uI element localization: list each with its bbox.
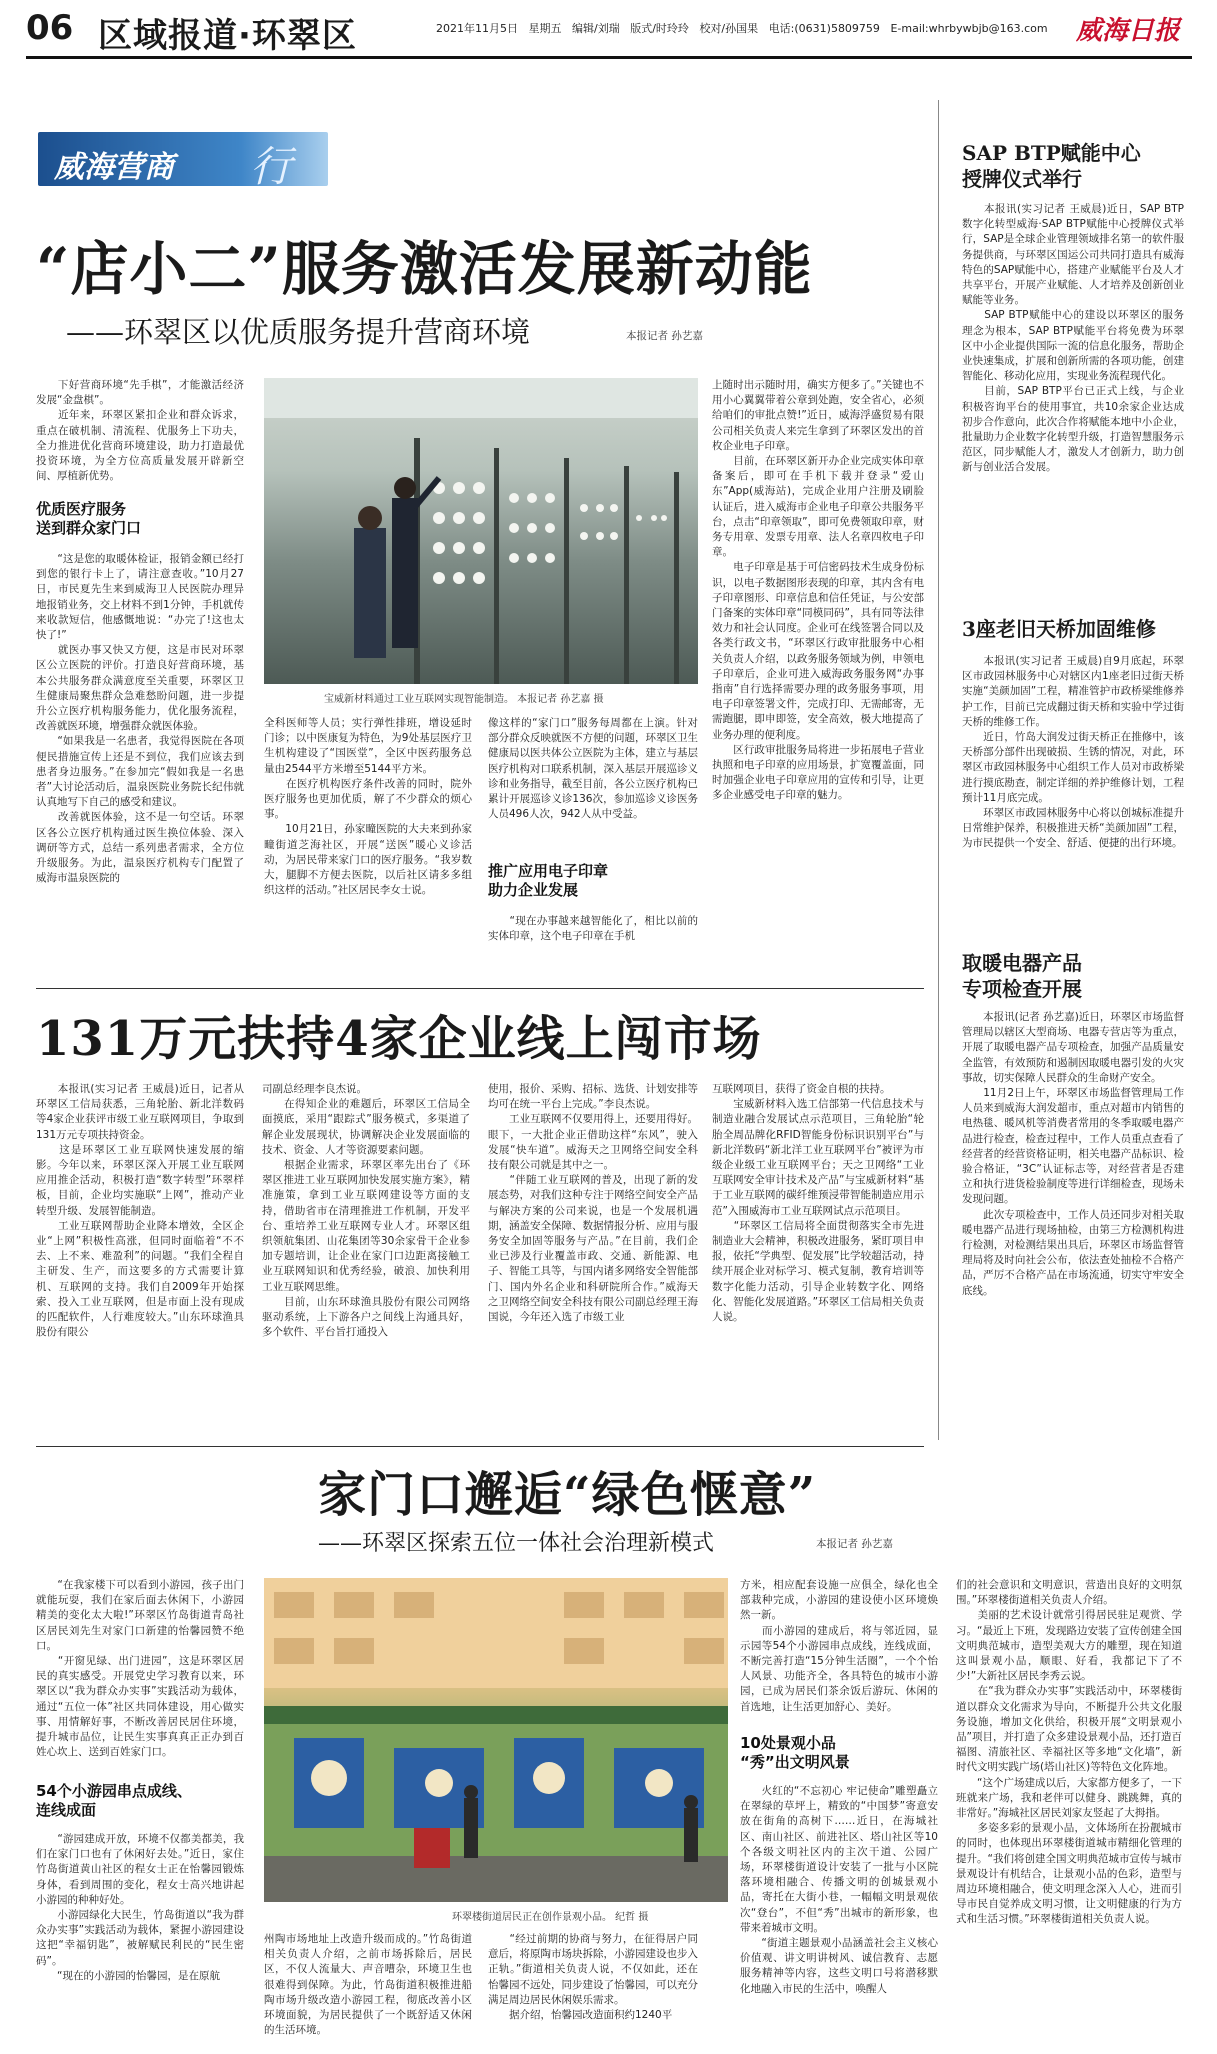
sidebar-item2-title: 3座老旧天桥加固维修 bbox=[962, 617, 1156, 641]
article1-title: “店小二”服务激活发展新动能 bbox=[36, 235, 813, 303]
factory-photo bbox=[264, 378, 698, 684]
article1-col4: 上随时出示随时用，确实方便多了。”关键也不用小心翼翼带着公章到处跑，安全省心，必须给咱们的审批点赞!”近日，威海浮盛贸易有限公司相关负责人来完生拿到了环翠区发出的首枚企业电子印章。 目前，在环翠区新开办企业完成实体印章备案后，即可在手机下载并登录“爱山东”App(威海站)，完成企业用户注册及刷脸认证后，进入威海市企业电子印章公共服务平台，点击“印章领取”，即可免费领取印章，财务专用章、发票专用章、法人名章四枚电子印章。 电子印章是基于可信密码技术生成身份标识，以电子数据图形表现的印章，其内含有电子印章图形、印章信息和信任凭证，与公安部门备案的实体印章“同模同码”，具有同等法律效力和社会认同度。企业可在线签署合同以及各类行政文书，“环翠区行政审批服务中心相关负责人介绍，以政务服务领域为例，申领电子印章后，企业可进入威海政务服务网“办事指南”自行选择需要办理的政务服务事项，用电子印章签署文件，完成打印、无需邮寄，无需跑腿，即申即签，安全高效，极大地提高了业务办理的便利度。 区行政审批服务局将进一步拓展电子营业执照和电子印章的应用场景，扩宽覆盖面，同时加强企业电子印章应用的宣传和引导，让更多企业感受电子印章的魅力。 bbox=[712, 379, 924, 802]
factory-photo-art bbox=[264, 378, 698, 684]
sidebar-divider bbox=[938, 100, 939, 1440]
header-rule bbox=[26, 56, 1192, 59]
page-number: 06 bbox=[26, 8, 74, 48]
sidebar-item1-body: 本报讯(实习记者 王威晨)近日，SAP BTP数字化转型威海·SAP BTP赋能中心授牌仪式举行，SAP是全球企业管理领域排名第一的软件服务提供商，与环翠区国运公司共同打造具有威海特色的SAP赋能中心，搭建产业赋能平台及人才共享平台，开展产业赋能、人才培养及创新创业赋能等业务。 SAP BTP赋能中心的建设以环翠区的服务理念为根本，SAP BTP赋能平台将免费为环翠区中小企业提供国际一流的信息化服务，帮助企业快速集成，扩展和创新所需的各项功能，创建智能化、移动化应用，实现业务流程现代化。 目前，SAP BTP平台已正式上线，与企业积极咨询平台的使用事宜，共10余家企业达成初步合作意向，此次合作将赋能本地中小企业，批量助力企业数字化转型升级，打造智慧服务示范区，同步赋能人才，激发人才创新力，助力创新与创业活合发展。 bbox=[962, 203, 1184, 474]
article3-byline: 本报记者 孙艺嘉 bbox=[816, 1538, 893, 1550]
section-title: 区域报道·环翠区 bbox=[98, 16, 357, 56]
banner-label: 威海营商 bbox=[54, 150, 174, 185]
proofreader: 校对/孙国果 bbox=[699, 22, 759, 35]
article3-col4-body: 火红的“不忘初心 牢记使命”雕塑矗立在翠绿的草坪上，精致的“中国梦”寄意安放在街角的高树下……近日，在海城社区、南山社区、前进社区、塔山社区等10个各级文明社区内的主次干道、公园广场，环翠楼街道设计安装了一批与小区院落环境相融合、传播文明的创城景观小品，寄托在大街小巷，一幅幅文明景观依次“登台”，不但“秀”出城市的新形象，也带来着城市文明。 “街道主题景观小品涵盖社会主义核心价值观、讲文明讲树风、诚信教育、志愿服务精神等内容，这些文明口号将潜移默化地融入市民的生活中，唤醒人 bbox=[740, 1785, 938, 1995]
article1-col2-bottom: 全科医师等人员；实行弹性排班，增设延时门诊；以中医康复为特色，为9处基层医疗卫生机构建设了“国医堂”，全区中医药服务总量由2544平方米增至5144平方米。 在医疗机构医疗条件改善的同时，院外医疗服务也更加优质，解了不少群众的烦心事。 10月21日，孙家疃医院的大夫来到孙家疃街道芝海社区，开展“送医”暖心义诊活动，为居民带来家门口的医疗服务。“我岁数大，腿脚不方便去医院，以后社区请多多组织这样的活动。”社区居民李女士说。 bbox=[264, 717, 472, 897]
article1-col1-body: “这是您的取暖体检证，报销金额已经打到您的银行卡上了，请注意查收。”10月27日，市民夏先生来到威海卫人民医院办理异地报销业务，交上材料不到1分钟，手机就传来收款短信，他感慨地说：“办完了!这也太快了!” 就医办事又快又方便，这是市民对环翠区公立医院的评价。打造良好营商环境，基本公共服务群众满意度至关重要，环翠区卫生健康局聚焦群众急难愁盼问题，进一步提升公立医疗机构服务能力，优化服务流程，改善就医环境，增强群众就医体验。 “如果我是一名患者，我觉得医院在各项便民措施宣传上还是不到位，我们应该去到患者身边服务。”在参加完“假如我是一名患者”大讨论活动后，温泉医院业务院长纪伟就认真地写下自己的感受和建议。 改善就医体验，这不是一句空话。环翠区各公立医疗机构通过医生换位体验、深入调研等方式，总结一系列患者需求，全方位升级服务。为此，温泉医疗机构专门配置了威海市温泉医院的 bbox=[36, 553, 244, 885]
article2-col1: 本报讯(实习记者 王威晨)近日，记者从环翠区工信局获悉，三角轮胎、新北洋数码等4家企业获评市级工业互联网项目，争取到131万元专项扶持资金。 这是环翠区工业互联网快速发展的缩影。今年以来，环翠区深入开展工业互联网应用推企活动，积极打造“数字转型”环翠样板，目前，企业均实施联“上网”，推动产业转型升级、发展智能制造。 工业互联网帮助企业降本增效，全区企业“上网”积极性高涨，但同时面临着“不不去、上不来、难盈利”的问题。“我们全程自主研发、生产，而这要多的方式需要计算机、互联网的支持。我们自2009年开始探索、投入工业互联网，但是市面上没有现成的匹配软件，人行难度较大。”山东环球渔具股份有限公 bbox=[36, 1083, 244, 1339]
article3-col1-intro: “在我家楼下可以看到小游园，孩子出门就能玩耍，我们在家后面去休闲下，小游园精美的变化太大啦!”环翠区竹岛街道青岛社区居民刘先生对家门口新建的怡馨园赞不绝口。 “开窗见绿、出门进园”，这是环翠区居民的真实感受。开展党史学习教育以来，环翠区以“我为群众办实事”实践活动为载体，通过“五位一体”社区共同体建设，用心做实事、用情解好事，不断改善居民居住环境，提升城市品位，让民生实事真真正正办到百姓心坎上、送到百姓家门口。 bbox=[36, 1579, 244, 1759]
article3-col5: 们的社会意识和文明意识，营造出良好的文明氛围。”环翠楼街道相关负责人介绍。 美丽的艺术设计就常引得居民驻足观赏、学习。“最近上下班，发现路边安装了宣传创建全国文明典范城市，造型美观大方的雕塑，现在知道这叫景观小品，顺眼、好看，我都记下了不少!”大新社区居民李秀云说。 在“我为群众办实事”实践活动中，环翠楼街道以群众文化需求为导向，不断提升公共文化服务设施，增加文化供给，积极开展“文明景观小品”项目，并打造了众多建设景观小品，还打造百福图、清旅社区、幸福社区等多地“文化墙”，新时代文明实践广场(塔山社区)等特色文化阵地。 “这个广场建成以后，大家都方便多了，一下班就来广场，我和老伴可以健身、跳跳舞，真的非常好。”海城社区居民刘家友竖起了大拇指。 多姿多彩的景观小品，文体场所在扮靓城市的同时，也体现出环翠楼街道城市精细化管理的提升。“我们将创建全国文明典范城市宣传与城市景观设计有机结合，让景观小品的色彩，造型与周边环境相融合，使文明理念深入人心，进而引导市民自觉养成文明习惯，让文明健康的行为方式和生活习惯。”环翠楼街道相关负责人说。 bbox=[956, 1579, 1182, 1926]
article1-col1-intro: 下好营商环境“先手棋”，才能激活经济发展“金盘棋”。 近年来，环翠区紧扣企业和群众诉求，重点在破机制、清流程、优服务上下功夫，全力推进优化营商环境建设，助力打造最优投资环境，为全方位高质量发展开辟新空间、厚植新优势。 bbox=[36, 379, 244, 483]
article2-col3: 使用，报价、采购、招标、选货、计划安排等均可在统一平台上完成。”李良杰说。 工业互联网不仅要用得上，还要用得好。眼下，一大批企业正借助这样“东风”，驶入发展“快车道”。威海天之卫网络空间安全科技有限公司就是其中之一。 “伴随工业互联网的普及，出现了新的发展态势，对我们这种专注于网络空间安全产品与解决方案的公司来说，也是一个发展机遇期，涵盖安全保障、数据情报分析、应用与服务安全加固等服务与产品。”在目前，我们企业已涉及行业覆盖市政、交通、新能源、电子、智能工具等，与国内诸多网络安全智能部门、国内外名企业和科研院所合作。”威海天之卫网络空间安全科技有限公司副总经理王海国说，今年还入选了市级工业 bbox=[488, 1083, 698, 1324]
community-mural-photo bbox=[264, 1578, 728, 1902]
editor: 编辑/刘瑞 bbox=[572, 22, 620, 35]
community-mural-art bbox=[264, 1578, 728, 1902]
article3-col1-subhead: 54个小游园串点成线、 连线成面 bbox=[36, 1782, 192, 1819]
article2-title: 131万元扶持4家企业线上闯市场 bbox=[36, 1011, 762, 1067]
article1-col3-bottom: 像这样的“家门口”服务每周都在上演。针对部分群众反映就医不方便的问题，环翠区卫生健康局以医共体公立医院为主体，建立与基层医疗机构对口联系机制，深入基层开展巡诊义诊和业务指导，截至目前，各公立医疗机构已累计开展巡诊义诊136次，参加巡诊义诊医务人员496人次，942人从中受益。 bbox=[488, 717, 698, 821]
article1-subtitle: ——环翠区以优质服务提升营商环境 bbox=[66, 315, 531, 349]
divider-1 bbox=[36, 988, 924, 989]
article3-col4-top: 方米，相应配套设施一应俱全，绿化也全部栽种完成，小游园的建设使小区环境焕然一新。 而小游园的建成后，将与邻近园，显示园等54个小游园串点成线，连线成面，不断完善打造“15分钟生活圈”，一个个怡人风景、功能齐全，各具特色的城市小游园，已成为居民们茶余饭后游玩、休闲的首选地，让生活更加舒心、美好。 bbox=[740, 1579, 938, 1713]
article3-col3-bottom: “经过前期的协商与努力，在征得居户同意后，将原陶市场块拆除，小游园建设也步入正轨。”街道相关负责人说，不仅如此，还在怡馨园不远处，同步建设了怡馨园，可以充分满足周边居民休闲娱乐需求。 据介绍，怡馨园改造面积约1240平 bbox=[488, 1933, 698, 2022]
article1-col3-body: “现在办事越来越智能化了，相比以前的实体印章，这个电子印章在手机 bbox=[488, 915, 698, 943]
sidebar-item3-title: 取暖电器产品 专项检查开展 bbox=[962, 951, 1082, 1001]
article3-title: 家门口邂逅“绿色惬意” bbox=[318, 1467, 817, 1523]
factory-photo-caption: 宝威新材料通过工业互联网实现智能制造。 本报记者 孙艺嘉 摄 bbox=[324, 694, 604, 705]
divider-2 bbox=[36, 1446, 924, 1447]
community-photo-caption: 环翠楼街道居民正在创作景观小品。 纪哲 摄 bbox=[452, 1912, 649, 1923]
sidebar-item2-body: 本报讯(实习记者 王威晨)自9月底起，环翠区市政园林服务中心对辖区内1座老旧过街天桥实施“美颜加固”工程，精准管护市政桥梁维修养护工作，目前已完成翻过街天桥和实验中学过街天桥的维修工作。 近日，竹岛大润发过街天桥正在推修中，该天桥部分部件出现破损、生锈的情况，对此，环翠区市政园林服务中心组织工作人员对市政桥梁进行摸底勘查，制定详细的养护维修计划，工程预计11月底完成。 环翠区市政园林服务中心将以创城标准提升日常维护保养，积极推进天桥“美颜加固”工程，为市民提供一个安全、舒适、便捷的出行环境。 bbox=[962, 655, 1184, 850]
phone: 电话:(0631)5809759 bbox=[768, 22, 880, 35]
header-meta bbox=[436, 20, 1048, 36]
sidebar-item3-body: 本报讯(记者 孙艺嘉)近日，环翠区市场监督管理局以辖区大型商场、电器专营店等为重点，开展了取暖电器产品专项检查，加强产品质量安全监管，有效预防和遏制因取暖电器引发的火灾事故，切实保障人民群众的生命财产安全。 11月2日上午，环翠区市场监督管理局工作人员来到威海大润发超市，重点对超市内销售的电热毯、暖风机等消费者常用的冬季取暖电器产品进行检查，检查过程中，工作人员重点查看了经营者的经营资格证明，相关电器产品标识、检验合格证，“3C”认证标志等，对经营者是否建立和执行进货检验制度等进行详细检查，现场未发现问题。 此次专项检查中，工作人员还同步对相关取暖电器产品进行现场抽检，由第三方检测机构进行检测，对检测结果出具后，环翠区市场监督管理局将及时向社会公布，依法查处抽检不合格产品，严厉不合格产品在市场流通，切实守牢安全底线。 bbox=[962, 1011, 1184, 1297]
issue-weekday: 星期五 bbox=[528, 22, 562, 35]
article2-col2: 司副总经理李良杰说。 在得知企业的难题后，环翠区工信局全面摸底，采用“跟踪式”服务模式，多渠道了解企业发展现状，协调解决企业发展面临的技术、资金、人才等资源要素问题。 根据企业需求，环翠区率先出台了《环翠区推进工业互联网加快发展实施方案》，精准施策，拿到工业互联网建设等方面的支持，借助省市在清理推进工作机制，开发平台、重培养工业互联网专业人才。环翠区组织领航集团、山花集团等30余家骨干企业参加专题培训，让企业在家门口边距离接触工业互联网知识和优秀经验，破浪、加快利用工业互联网思维。 目前，山东环球渔具股份有限公司网络驱动系统，上下游各户之间线上沟通具好，多个软件、平台旨打通投入 bbox=[262, 1083, 470, 1339]
article1-col1-subhead: 优质医疗服务 送到群众家门口 bbox=[36, 500, 142, 537]
article3-col2-bottom: 州陶市场地址上改造升级而成的。”竹岛街道相关负责人介绍，之前市场拆除后，居民区，不仅人流量大、声音嘈杂，环境卫生也很难得到保障。为此，竹岛街道积极推进船陶市场升级改造小游园工程，彻底改善小区环境面貌，为居民提供了一个既舒适又休闲的生活环境。 bbox=[264, 1933, 472, 2037]
column-banner bbox=[38, 132, 328, 191]
banner-script: 行 bbox=[250, 142, 293, 191]
sidebar-item1-title: SAP BTP赋能中心 授牌仪式举行 bbox=[962, 141, 1141, 191]
issue-date: 2021年11月5日 bbox=[436, 22, 518, 35]
article3-subtitle: ——环翠区探索五位一体社会治理新模式 bbox=[318, 1531, 715, 1556]
email: E-mail:whrbywbjb@163.com bbox=[890, 22, 1048, 35]
masthead-logo: 威海日报 bbox=[1076, 16, 1181, 46]
page-header bbox=[0, 0, 1217, 58]
article2-col4: 互联网项目，获得了资金自根的扶持。 宝威新材料入选工信部第一代信息技术与制造业融合发展试点示范项目，三角轮胎“轮胎全周品牌化RFID智能身份标识识别平台”与新北洋数码“新北洋工业互联网平台”被评为市级企业级工业互联网平台；天之卫网络“工业互联网安全审计技术及产品”与宝威新材料“基于工业互联网的碳纤维预浸带智能制造应用示范”入围威海市工业互联网试点示范项目。 “环翠区工信局将全面贯彻落实全市先进制造业大会精神，积极改进服务，紧盯项目申报，依托“学典型、促发展”比学较超活动，持续开展企业对标学习、模式复制，教育培训等数字化能力活动，引导企业转数字化、网络化、智能化发展道路。”环翠区工信局相关负责人说。 bbox=[712, 1083, 924, 1324]
designer: 版式/时玲玲 bbox=[630, 22, 689, 35]
article1-byline: 本报记者 孙艺嘉 bbox=[626, 330, 703, 342]
article3-col1-body: “游园建成开放，环境不仅都美都美，我们在家门口也有了休闲好去处。”近日，家住竹岛街道黄山社区的程女士正在怡馨园锻炼身体，看到周围的变化，程女士高兴地讲起小游园的种种好处。 小游园绿化大民生，竹岛街道以“我为群众办实事”实践活动为载体，紧握小游园建设这把“幸福钥匙”，被解赋民利民的“民生密码”。 “现在的小游园的怡馨园，是在原航 bbox=[36, 1833, 244, 1982]
article1-col3-subhead: 推广应用电子印章 助力企业发展 bbox=[488, 862, 609, 899]
article3-col4-subhead: 10处景观小品 “秀”出文明风景 bbox=[740, 1734, 850, 1771]
